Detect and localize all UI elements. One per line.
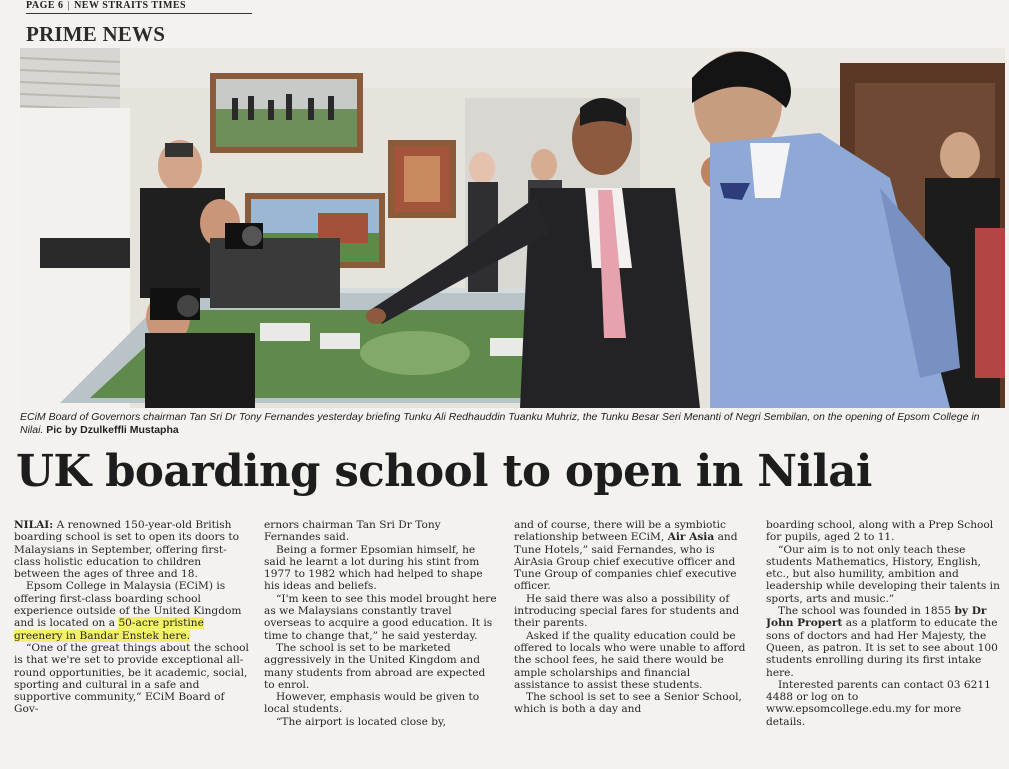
masthead-rule [26,13,252,14]
article-column-3 [514,519,749,769]
section-title: PRIME NEWS [26,22,166,46]
paragraph: Asked if the quality education could be offered to locals who were unable to afford the school fees, he said there would be ample scholarships and financial assistance to assist these students. [514,629,746,691]
page-label: PAGE 6 [26,0,64,11]
paragraph: The school is set to see a Senior School, which is both a day and [514,691,742,716]
bold-text: Air Asia [667,531,715,544]
photo-illustration [20,48,1005,408]
paragraph-text: Epsom College in Malaysia (ECiM) is offering first-class boarding school experience outside of the United Kingdom and is located on a [14,580,242,630]
paragraph: “One of the great things about the school is that we're set to provide exceptional all-round opportunities, be it academic, social, sporting and cultural in a safe and supportive community,” ECiM Board of Gov- [14,641,249,716]
article-column-1 [14,519,249,769]
paragraph: Interested parents can contact 03 6211 4488 or log on to www.epsomcollege.edu.my for more details. [766,678,991,728]
bold-text: by Dr John Propert [766,605,987,630]
paragraph-text: as a platform to educate the sons of doctors and had Her Majesty, the Queen, as patron. It is set to see about 100 students enrolling during its first intake here. [766,617,998,679]
paragraph: The school is set to be marketed aggressively in the United Kingdom and many students from abroad are expected to enrol. [264,641,486,691]
article-column-4 [766,519,1001,769]
paragraph: ernors chairman Tan Sri Dr Tony Fernandes said. [264,519,441,544]
article-column-2 [264,519,499,769]
caption-text: ECiM Board of Governors chairman Tan Sri Dr Tony Fernandes yesterday briefing Tunku Ali Redhauddin Tuanku Muhriz, the Tunku Besar Seri Menanti of Negri Sembilan, on the opening of Epsom College in Nilai. [20,411,980,436]
paragraph [766,605,1001,679]
paragraph-text: and Tune Hotels,” said Fernandes, who is AirAsia Group chief executive officer and Tune Group of companies chief executive officer. [514,531,738,593]
paragraph: He said there was also a possibility of introducing special fares for students and their parents. [514,592,740,630]
paragraph [14,519,249,580]
dateline: NILAI: [14,519,54,531]
masthead [20,0,252,46]
photo-credit: Pic by Dzulkeffli Mustapha [46,424,179,436]
separator: | [67,0,71,11]
photo-caption [20,411,1005,437]
paragraph: “Our aim is to not only teach these students Mathematics, History, English, etc., but also humility, ambition and leadership while developing their talents in sports, arts and music.” [766,543,1000,605]
paragraph: “The airport is located close by, [276,715,446,728]
paragraph-text: The school was founded in 1855 [778,605,952,618]
page-strip [26,0,186,11]
paragraph [514,519,749,593]
paragraph: However, emphasis would be given to local students. [264,691,480,716]
paragraph [14,580,249,641]
paper-name: NEW STRAITS TIMES [74,0,187,11]
paragraph-text: A renowned 150-year-old British boarding school is set to open its doors to Malaysians in September, offering first-class holistic education to children between the ages of three and 18. [14,519,240,581]
paragraph: “I'm keen to see this model brought here as we Malaysians constantly travel overseas to acquire a good education. It is time to change that,” he said yesterday. [264,592,497,642]
paragraph: boarding school, along with a Prep School for pupils, aged 2 to 11. [766,519,994,544]
news-photo [20,48,1005,408]
headline: UK boarding school to open in Nilai [16,446,872,497]
article-body [14,519,1008,769]
paragraph-text: and of course, there will be a symbiotic relationship between ECiM, [514,519,726,544]
paragraph: Being a former Epsomian himself, he said he learnt a lot during his stint from 1977 to 1982 which had helped to shape his ideas and beliefs. [264,543,483,593]
highlighted-text: 50-acre pristine greenery in Bandar Enstek here. [14,617,204,642]
